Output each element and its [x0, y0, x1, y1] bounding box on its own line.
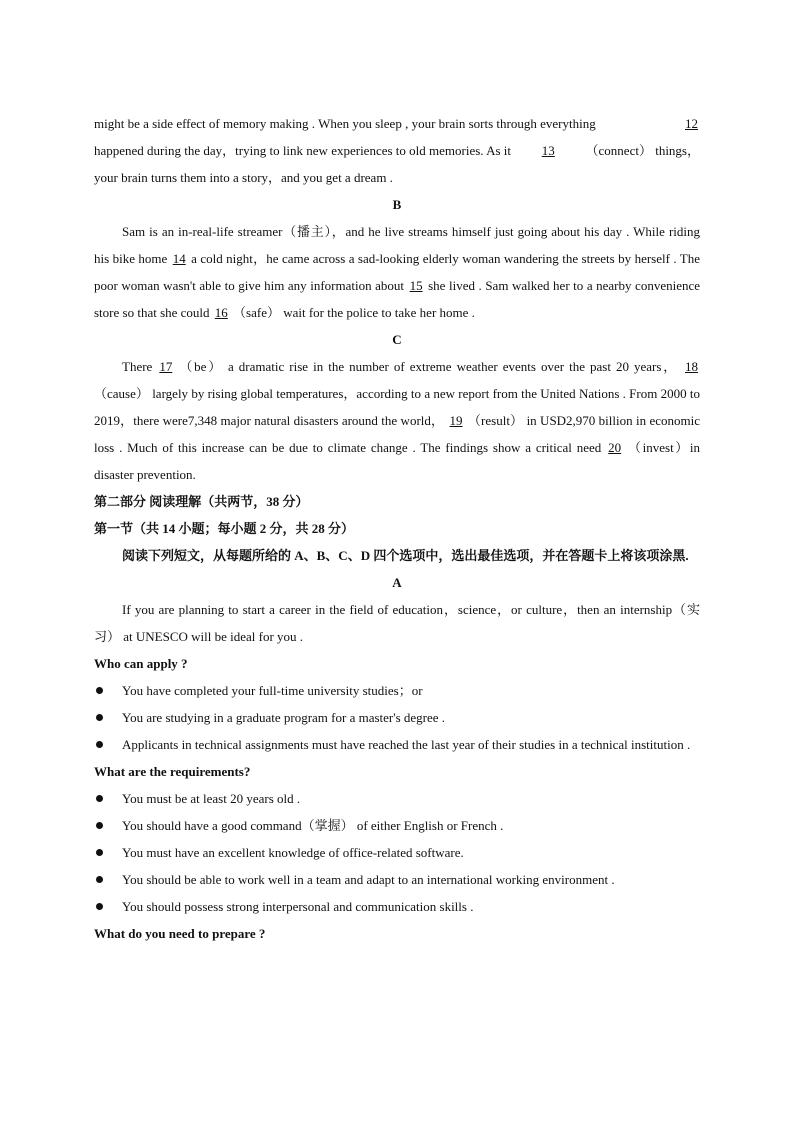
text-span: a cold night，he came across a sad-looking elderly woman wandering the streets by herself . The poor woman wasn't able to give him any information about: [94, 251, 701, 293]
section-1-heading: 第一节（共 14 小题；每小题 2 分，共 28 分）: [94, 521, 355, 536]
list-item-text: You have completed your full-time university studies；or: [122, 683, 423, 698]
list-item-text: You should be able to work well in a team and adapt to an international working environment .: [122, 872, 615, 887]
section-b-paragraph: [94, 218, 700, 326]
blank-15: 15: [409, 278, 423, 293]
list-item: [94, 731, 700, 758]
bullet-icon: [96, 741, 103, 748]
passage-text: might be a side effect of memory making . When you sleep , your brain sorts through everything: [94, 116, 596, 131]
section-c-title: C: [392, 332, 402, 347]
list-item: [94, 785, 700, 812]
blank-18: 18: [685, 359, 699, 374]
requirements-heading: What are the requirements?: [94, 764, 251, 779]
passage-text: happened during the day，trying to link new experiences to old memories. As it: [94, 143, 511, 158]
blank-17: 17: [159, 359, 173, 374]
list-item: [94, 677, 700, 704]
reading-a-intro: If you are planning to start a career in the field of education，science，or culture，then an internship（实习） at UNESCO will be ideal for you .: [94, 602, 700, 644]
blank-13: 13: [541, 143, 555, 158]
who-can-apply-heading: Who can apply ?: [94, 656, 188, 671]
list-item: [94, 704, 700, 731]
reading-a-title: A: [392, 575, 402, 590]
text-span: Sam is an in-real-life streamer（播主），and he live streams himself just going about his day . While riding his bike home: [94, 224, 700, 266]
document-page: [94, 110, 700, 947]
list-item: [94, 812, 700, 839]
part-2-heading: 第二部分 阅读理解（共两节，38 分）: [94, 494, 309, 509]
prepare-heading: What do you need to prepare ?: [94, 926, 266, 941]
text-span: （invest）in disaster prevention.: [94, 440, 701, 482]
text-span: （safe） wait for the police to take her home .: [233, 305, 475, 320]
text-span: （result） in USD2,970 billion in economic loss . Much of this increase can be due to climate change . The findings show a critical need: [94, 413, 701, 455]
bullet-icon: [96, 714, 103, 721]
instruction: 阅读下列短文，从每题所给的 A、B、C、D 四个选项中，选出最佳选项，并在答题卡上将该项涂黑.: [122, 548, 689, 563]
section-c-paragraph: [94, 353, 700, 488]
blank-14: 14: [172, 251, 186, 266]
blank-20: 20: [608, 440, 622, 455]
text-span: she lived . Sam walked her to a nearby convenience store so that she could: [94, 278, 701, 320]
blank-19: 19: [449, 413, 463, 428]
list-item-text: Applicants in technical assignments must have reached the last year of their studies in a technical institution .: [122, 737, 691, 752]
passage-line-1: [94, 110, 700, 137]
list-item: [94, 839, 700, 866]
list-item-text: You must be at least 20 years old .: [122, 791, 301, 806]
list-item-text: You should have a good command（掌握） of either English or French .: [122, 818, 504, 833]
list-item: [94, 866, 700, 893]
list-item-text: You are studying in a graduate program for a master's degree .: [122, 710, 446, 725]
bullet-icon: [96, 849, 103, 856]
text-span: （cause） largely by rising global temperatures，according to a new report from the United Nations . From 2000 to 2019，there were7,348 major natural disasters around the world，: [94, 386, 700, 428]
bullet-icon: [96, 795, 103, 802]
text-span: （be） a dramatic rise in the number of extreme weather events over the past 20 years，: [179, 359, 678, 374]
text-span: There: [122, 359, 153, 374]
bullet-icon: [96, 822, 103, 829]
blank-16: 16: [214, 305, 228, 320]
list-item-text: You must have an excellent knowledge of office-related software.: [122, 845, 464, 860]
passage-line-3: your brain turns them into a story，and you get a dream .: [94, 170, 393, 185]
bullet-icon: [96, 876, 103, 883]
list-item: [94, 893, 700, 920]
bullet-icon: [96, 687, 103, 694]
blank-12: 12: [685, 116, 698, 131]
passage-line-2: [94, 137, 700, 164]
bullet-icon: [96, 903, 103, 910]
requirements-list: [94, 785, 700, 920]
section-b-title: B: [392, 197, 402, 212]
list-item-text: You should possess strong interpersonal and communication skills .: [122, 899, 474, 914]
passage-text: （connect） things，: [585, 143, 700, 158]
who-can-apply-list: [94, 677, 700, 758]
